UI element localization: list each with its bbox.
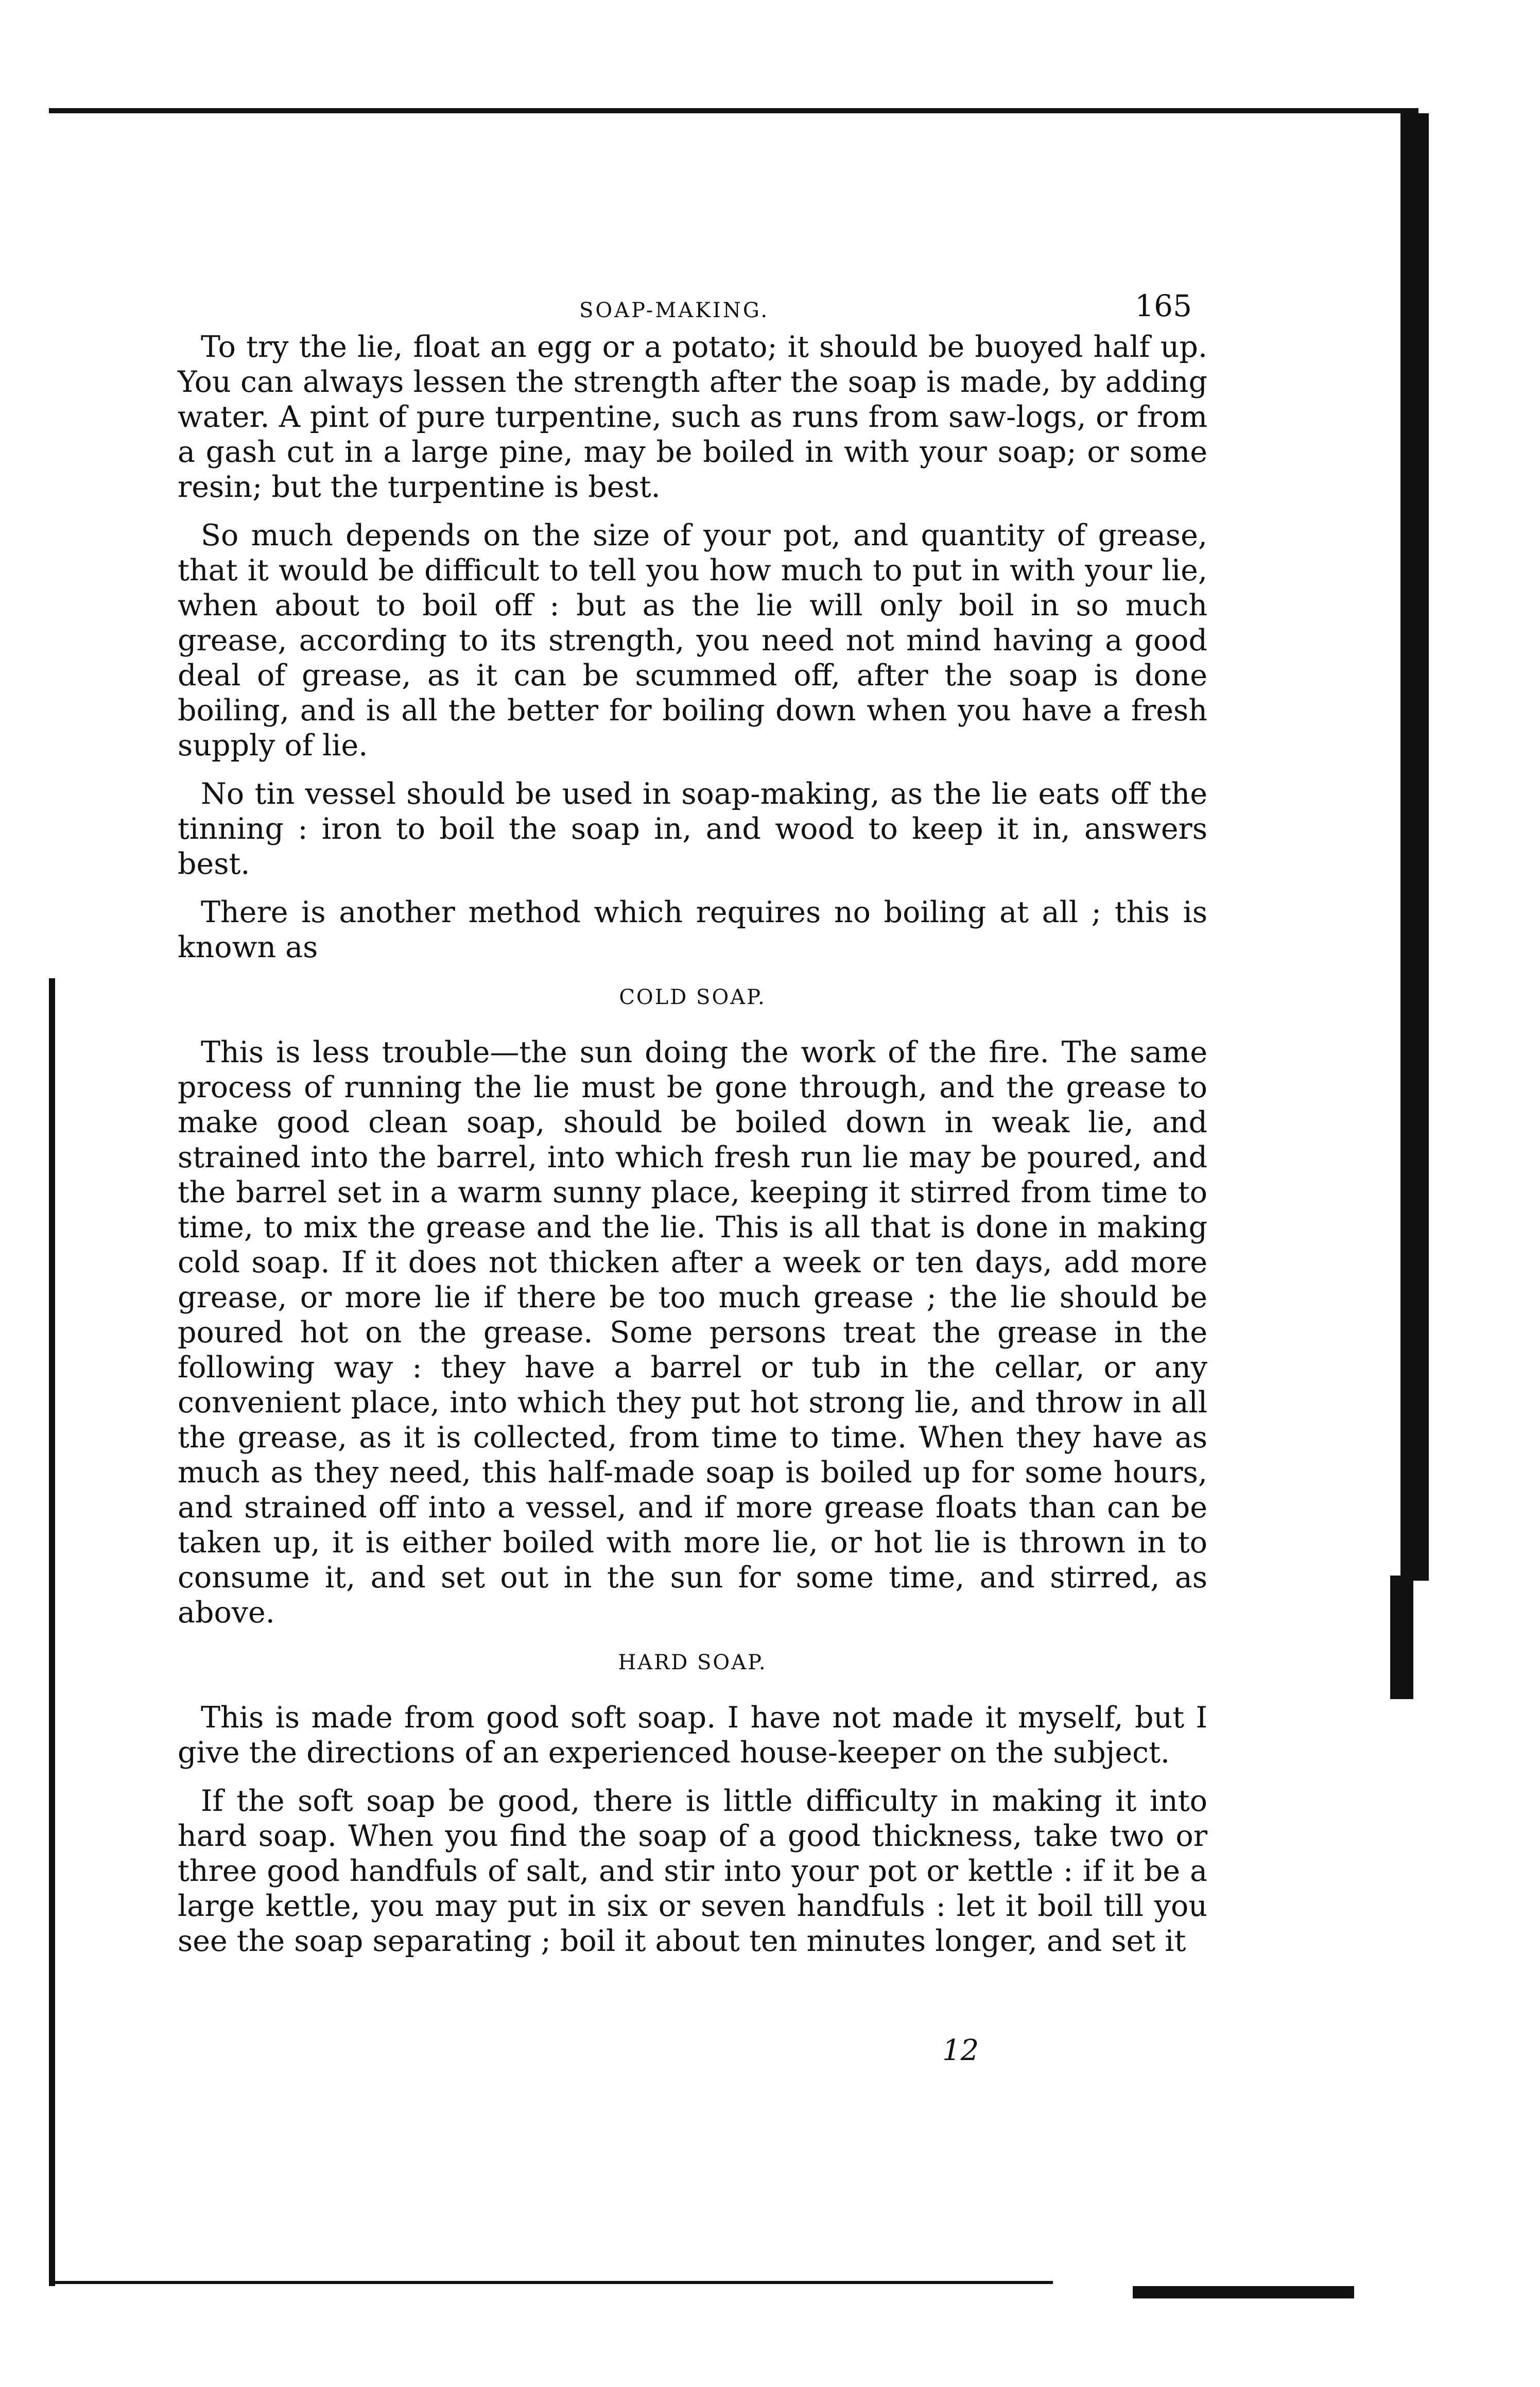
paragraph-cold-soap: This is less trouble—the sun doing the work of the fire. The same process of running the lie must be gone through, and the grease to make good clean soap, should be boiled down in weak lie, and strained into the barrel, into which fresh run lie may be poured, and the barrel set in a warm sunny place, keeping it stirred from time to time, to mix the grease and the lie. This is all that is done in making cold soap. If it does not thicken after a week or ten days, add more grease, or more lie if there be too much grease ; the lie should be poured hot on the grease. Some persons treat the grease in the following way : they have a barrel or tub in the cellar, or any convenient place, into which they put hot strong lie, and throw in all the grease, as it is collected, from time to time. When they have as much as they need, this half-made soap is boiled up for some hours, and strained off into a vessel, and if more grease floats than can be taken up, it is either boiled with more lie, or hot lie is thrown in to consume it, and set out in the sun for some time, and stirred, as above. bbox=[178, 1035, 1207, 1630]
left-margin-bar bbox=[49, 978, 55, 2286]
paragraph-hard-soap-intro: This is made from good soft soap. I have not made it myself, but I give the directions of an experienced house-keeper on the subject. bbox=[178, 1701, 1207, 1770]
heading-hard-soap: HARD SOAP. bbox=[618, 1651, 767, 1674]
running-head bbox=[178, 288, 1207, 330]
bottom-right-block bbox=[1133, 2286, 1354, 2298]
heading-cold-soap: COLD SOAP. bbox=[619, 985, 766, 1009]
bottom-scan-rule bbox=[49, 2281, 1053, 2284]
signature-mark: 12 bbox=[942, 2034, 979, 2067]
top-scan-rule bbox=[49, 108, 1418, 113]
paragraph-pot-size: So much depends on the size of your pot, and quantity of grease, that it would be difficult to tell you how much to put in with your lie, when about to boil off : but as the lie will only boil in so much grease, according to its strength, you need not mind having a good deal of grease, as it can be scummed off, after the soap is done boiling, and is all the better for boiling down when you have a fresh supply of lie. bbox=[178, 518, 1207, 763]
page-content bbox=[178, 288, 1207, 1972]
paragraph-lie-test: To try the lie, float an egg or a potato; it should be buoyed half up. You can always lessen the strength after the soap is made, by adding water. A pint of pure turpentine, such as runs from saw-logs, or from a gash cut in a large pine, may be boiled in with your soap; or some resin; but the turpentine is best. bbox=[178, 330, 1207, 504]
page-number: 165 bbox=[1135, 288, 1192, 323]
paragraph-another-method: There is another method which requires no boiling at all ; this is known as bbox=[178, 895, 1207, 964]
paragraph-tin-vessel: No tin vessel should be used in soap-making, as the lie eats off the tinning : iron to boil the soap in, and wood to keep it in, answers best. bbox=[178, 777, 1207, 881]
paragraph-hard-soap-method: If the soft soap be good, there is little difficulty in making it into hard soap. When you find the soap of a good thickness, take two or three good handfuls of salt, and stir into your pot or kettle : if it be a large kettle, you may put in six or seven handfuls : let it boil till you see the soap separating ; boil it about ten minutes longer, and set it bbox=[178, 1784, 1207, 1958]
right-margin-bar-lower bbox=[1390, 1576, 1413, 1699]
right-margin-bar bbox=[1400, 113, 1429, 1581]
running-title: SOAP-MAKING. bbox=[579, 299, 770, 322]
